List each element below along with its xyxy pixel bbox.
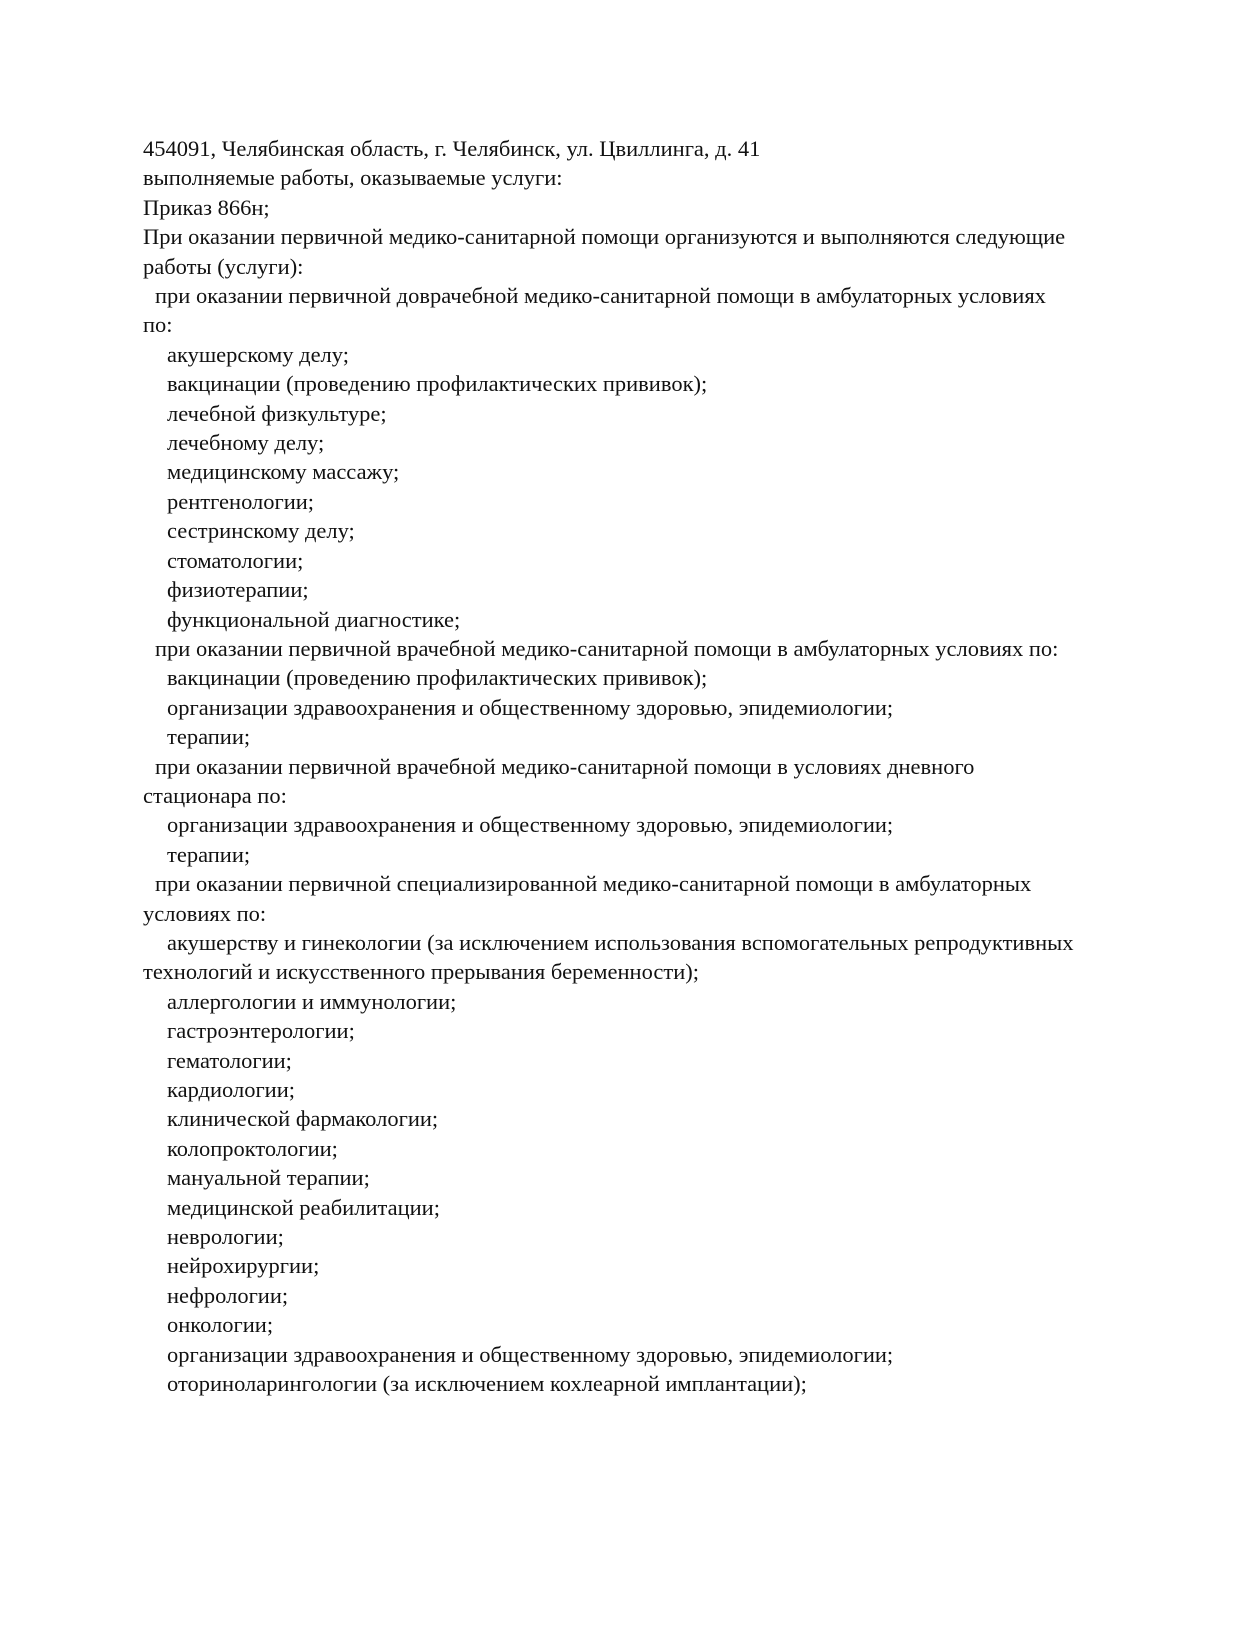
list-item: медицинской реабилитации;: [167, 1194, 440, 1220]
section-heading: при оказании первичной врачебной медико-санитарной помощи в амбулаторных условиях по:: [155, 635, 1059, 661]
list-item: колопроктологии;: [167, 1135, 338, 1161]
list-item: вакцинации (проведению профилактических прививок);: [167, 665, 708, 691]
section-1-list: [143, 340, 1153, 634]
list-item: гастроэнтерологии;: [167, 1018, 355, 1044]
list-item: онкологии;: [167, 1312, 274, 1338]
list-item: мануальной терапии;: [167, 1165, 370, 1191]
list-item: физиотерапии;: [167, 577, 309, 603]
section-heading-continued: по:: [143, 312, 173, 338]
section-4-list: [143, 987, 1153, 1399]
list-item: гематологии;: [167, 1047, 292, 1073]
list-item: лечебной физкультуре;: [167, 400, 387, 426]
section-3-list: [143, 810, 1153, 869]
intro-line: работы (услуги):: [143, 253, 304, 279]
list-item: функциональной диагностике;: [167, 606, 461, 632]
list-item: организации здравоохранения и общественному здоровью, эпидемиологии;: [167, 1341, 894, 1367]
intro-line: При оказании первичной медико-санитарной помощи организуются и выполняются следующие: [143, 224, 1066, 250]
section-heading: при оказании первичной врачебной медико-санитарной помощи в условиях дневного: [155, 753, 975, 779]
section-heading: при оказании первичной доврачебной медико-санитарной помощи в амбулаторных условиях: [155, 283, 1046, 309]
order-reference: Приказ 866н;: [143, 194, 270, 220]
list-item: сестринскому делу;: [167, 518, 355, 544]
list-item: терапии;: [167, 724, 251, 750]
section-heading-continued: стационара по:: [143, 782, 287, 808]
list-item: медицинскому массажу;: [167, 459, 400, 485]
list-item: акушерству и гинекологии (за исключением использования вспомогательных репродуктивных: [167, 929, 1074, 955]
list-item: организации здравоохранения и общественному здоровью, эпидемиологии;: [167, 694, 894, 720]
document-body: [143, 134, 1153, 1398]
list-item: лечебному делу;: [167, 430, 325, 456]
section-2-list: [143, 663, 1153, 751]
list-item: аллергологии и иммунологии;: [167, 988, 457, 1014]
works-label: выполняемые работы, оказываемые услуги:: [143, 165, 563, 191]
list-item: организации здравоохранения и общественному здоровью, эпидемиологии;: [167, 812, 894, 838]
list-item: рентгенологии;: [167, 488, 315, 514]
list-item: вакцинации (проведению профилактических прививок);: [167, 371, 708, 397]
list-item: неврологии;: [167, 1224, 284, 1250]
address-line: 454091, Челябинская область, г. Челябинск, ул. Цвиллинга, д. 41: [143, 136, 761, 161]
section-heading-continued: условиях по:: [143, 900, 267, 926]
section-heading: при оказании первичной специализированной медико-санитарной помощи в амбулаторных: [155, 871, 1032, 897]
list-item-continued: технологий и искусственного прерывания беременности);: [143, 959, 700, 985]
list-item: кардиологии;: [167, 1077, 296, 1102]
list-item: клинической фармакологии;: [167, 1106, 439, 1132]
list-item: терапии;: [167, 841, 251, 867]
list-item: нефрологии;: [167, 1282, 289, 1308]
list-item: нейрохирургии;: [167, 1253, 320, 1279]
list-item: стоматологии;: [167, 547, 304, 573]
list-item: акушерскому делу;: [167, 341, 349, 367]
list-item: оториноларингологии (за исключением кохлеарной имплантации);: [167, 1371, 807, 1397]
